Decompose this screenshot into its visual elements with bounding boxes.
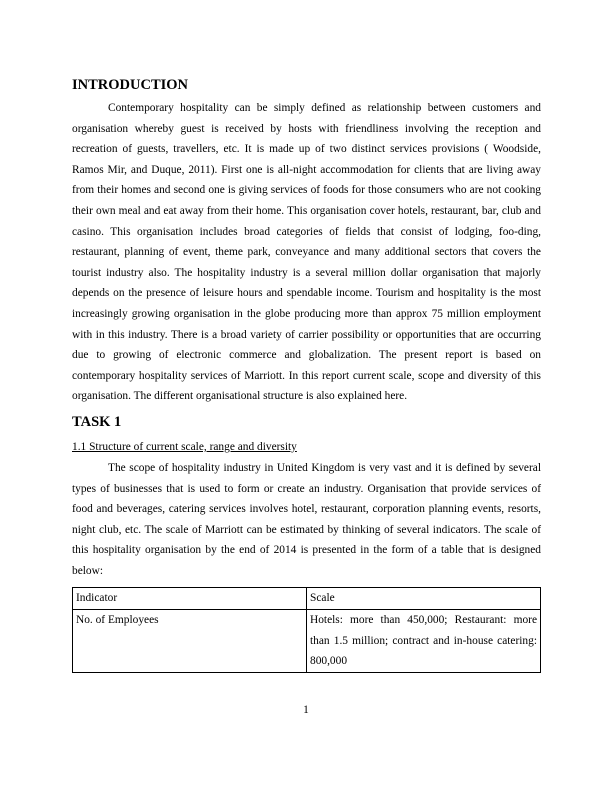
task1-heading: TASK 1 [72,413,122,430]
table-header-scale: Scale [307,588,541,610]
document-page [72,76,541,673]
intro-paragraph: Contemporary hospitality can be simply defined as relationship between customers and organisation whereby guest is received by hosts with friendliness involving the reception and recreation of guests, travellers, etc. It is made up of two distinct services provisions ( Woodside, Ramos Mir, and Duque, 2011). First one is all-night accommodation for clients that are living away from their homes and second one is giving services of foods for those consumers who are not cooking their own meal and eat away from their home. This organisation cover hotels, restaurant, bar, club and casino. This organisation includes broad categories of fields that consist of lodging, foo-ding, restaurant, planning of event, theme park, conveyance and many additional sectors that covers the tourist industry also. The hospitality industry is a several million dollar organisation that majorly depends on the presence of leisure hours and spendable income. Tourism and hospitality is the most increasingly growing organisation in the globe producing more than approx 75 million employment with in this industry. There is a broad variety of carrier possibility or opportunities that are occurring due to growing of electronic commerce and globalization. The present report is based on contemporary hospitality services of Marriott. In this report current scale, scope and diversity of this organisation. The different organisational structure is also explained here. [72,102,541,403]
intro-heading: INTRODUCTION [72,77,189,93]
table-row [73,610,541,673]
scale-table [72,587,541,672]
table-header-row [73,588,541,610]
page-number: 1 [303,704,309,716]
table-cell-indicator: No. of Employees [73,610,307,673]
table-header-indicator: Indicator [73,588,307,610]
table-cell-scale: Hotels: more than 450,000; Restaurant: more than 1.5 million; contract and in-house catering: 800,000 [307,610,541,673]
task1-paragraph: The scope of hospitality industry in United Kingdom is very vast and it is defined by several types of businesses that is used to form or create an industry. Organisation that provide services of food and beverages, catering services involves hotel, restaurant, corporation planning events, resorts, night club, etc. The scale of Marriott can be estimated by thinking of several indicators. The scale of this hospitality organisation by the end of 2014 is presented in the form of a table that is designed below: [72,461,541,577]
task1-subheading: 1.1 Structure of current scale, range and diversity [72,440,297,453]
